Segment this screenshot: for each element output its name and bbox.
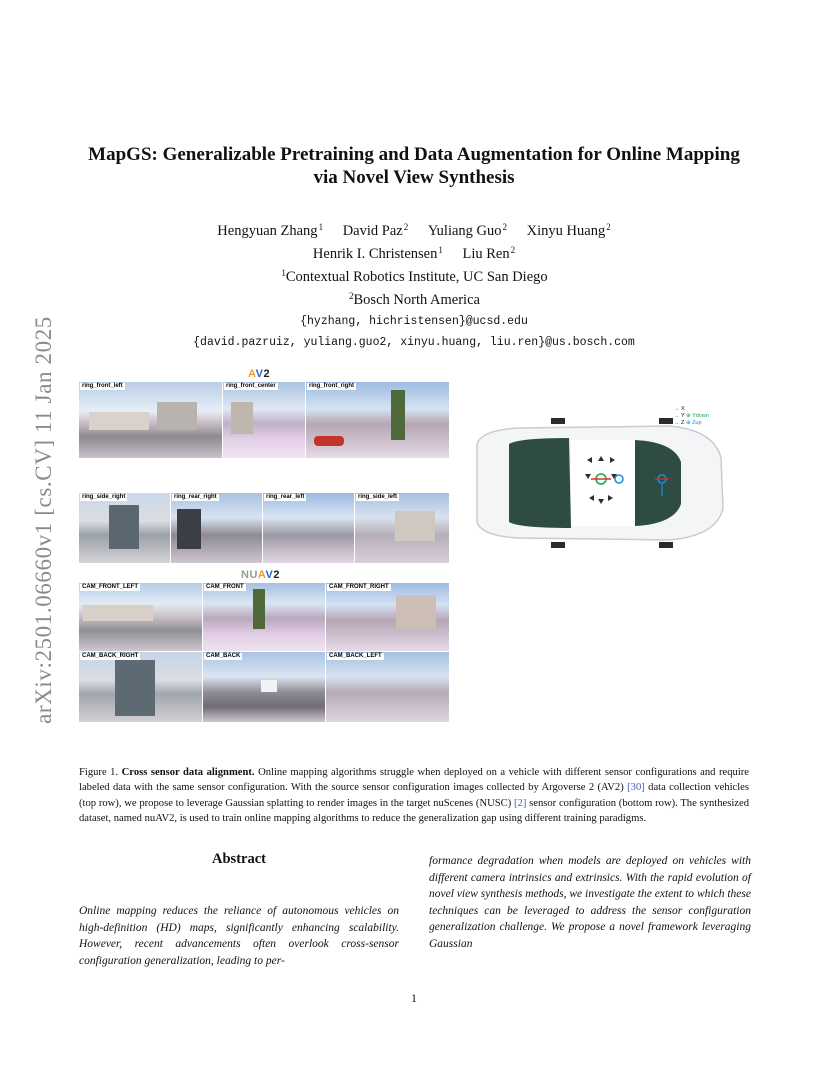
av2-cam-image xyxy=(171,493,262,563)
email-line: {hyzhang, hichristensen}@ucsd.edu xyxy=(300,315,528,328)
wheel xyxy=(551,542,565,548)
av2-cam-image xyxy=(355,493,449,563)
nusc-cam-image xyxy=(79,652,202,722)
camera-label: CAM_BACK_LEFT xyxy=(329,653,382,659)
author-line-1 xyxy=(0,218,828,241)
legend-entry-z: → Z ⊕ Zup xyxy=(674,420,702,426)
citation-link[interactable]: [30] xyxy=(627,782,645,794)
nusc-cam-image xyxy=(79,583,202,651)
av2-cam-image xyxy=(306,382,449,458)
affiliation: $^2$Bosch North America xyxy=(349,291,480,308)
caption-title: Cross sensor data alignment. xyxy=(121,767,255,778)
author: Hengyuan Zhang$^1$ xyxy=(217,222,324,239)
windshield xyxy=(635,440,681,526)
rear-window xyxy=(509,438,571,528)
nuav2-logo: NUAV2 xyxy=(241,569,280,581)
vehicle-sensor-diagram xyxy=(459,408,751,558)
author-line-2 xyxy=(0,241,828,264)
camera-label: ring_front_center xyxy=(226,383,276,389)
author: David Paz$^2$ xyxy=(342,222,409,239)
nusc-cam-image xyxy=(326,583,449,651)
abstract-left-column: Online mapping reduces the reliance of autonomous vehicles on high-definition (HD) maps, significantly enhancing scalability. However, recent advancements often overlook cross-sensor configuration generalization, leading to per- xyxy=(79,905,399,967)
email-line: {david.pazruiz, yuliang.guo2, xinyu.huang, liu.ren}@us.bosch.com xyxy=(193,336,635,349)
title-line-1: MapGS: Generalizable Pretraining and Data Augmentation for Online Mapping xyxy=(88,144,740,165)
camera-label: ring_rear_left xyxy=(266,494,305,500)
author: Liu Ren$^2$ xyxy=(462,245,516,262)
nusc-cam-image xyxy=(203,583,325,651)
camera-label: ring_side_right xyxy=(82,494,126,500)
av2-cam-image xyxy=(79,493,170,563)
legend-entry-x: → X xyxy=(674,406,685,412)
figure-1 xyxy=(79,368,751,723)
paper-title xyxy=(0,143,828,189)
title-line-2: via Novel View Synthesis xyxy=(313,167,515,188)
abstract-right-column: formance degradation when models are deployed on vehicles with different camera intrinsics and extrinsics. With the rapid evolution of novel view synthesis methods, we investigate the extent to which these techniques can be leveraged to address the sensor configuration generalization challenge. We propose a novel framework leveraging Gaussian xyxy=(429,855,751,950)
wheel xyxy=(659,542,673,548)
page-number: 1 xyxy=(411,991,417,1005)
av2-cam-image xyxy=(263,493,354,563)
figure-caption: Figure 1. Cross sensor data alignment. Online mapping algorithms struggle when deployed on a vehicle with different sensor configurations and require labeled data with the same sensor configuration. With the source sensor configuration images collected by Argoverse 2 (AV2) [30] data collection vehicles (top row), we propose to leverage Gaussian splatting to render images in the target nuScenes (NUSC) [2] sensor configuration (bottom row). The synthesized dataset, named nuAV2, is used to train online mapping algorithms to reduce the generalization gap using different training paradigms. xyxy=(79,767,750,824)
author: Henrik I. Christensen$^1$ xyxy=(312,245,443,262)
av2-cam-image xyxy=(223,382,305,458)
av2-logo: AV2 xyxy=(248,368,271,380)
camera-label: CAM_BACK_RIGHT xyxy=(82,653,139,659)
camera-label: CAM_FRONT_RIGHT xyxy=(329,584,389,590)
citation-link[interactable]: [2] xyxy=(514,797,527,809)
abstract-heading: Abstract xyxy=(212,851,266,867)
camera-label: ring_rear_right xyxy=(174,494,217,500)
arxiv-id-text: arXiv:2501.06660v1 [cs.CV] 11 Jan 2025 xyxy=(31,316,56,724)
av2-cam-image xyxy=(79,382,222,458)
camera-label: ring_front_right xyxy=(309,383,354,389)
author: Xinyu Huang$^2$ xyxy=(526,222,611,239)
wheel xyxy=(659,418,673,424)
camera-label: CAM_FRONT_LEFT xyxy=(82,584,138,590)
author-block xyxy=(0,218,828,352)
wheel xyxy=(551,418,565,424)
affiliation: $^1$Contextual Robotics Institute, UC San Diego xyxy=(281,268,548,285)
nusc-cam-image xyxy=(203,652,325,722)
author: Yuliang Guo$^2$ xyxy=(427,222,508,239)
camera-label: ring_side_left xyxy=(358,494,398,500)
camera-label: CAM_BACK xyxy=(206,653,241,659)
camera-label: CAM_FRONT xyxy=(206,584,244,590)
axis-legend xyxy=(674,406,709,427)
legend-entry-y: → Y ⊕ Ydown xyxy=(674,413,709,419)
caption-label: Figure 1. xyxy=(79,767,119,778)
camera-label: ring_front_left xyxy=(82,383,123,389)
nusc-cam-image xyxy=(326,652,449,722)
